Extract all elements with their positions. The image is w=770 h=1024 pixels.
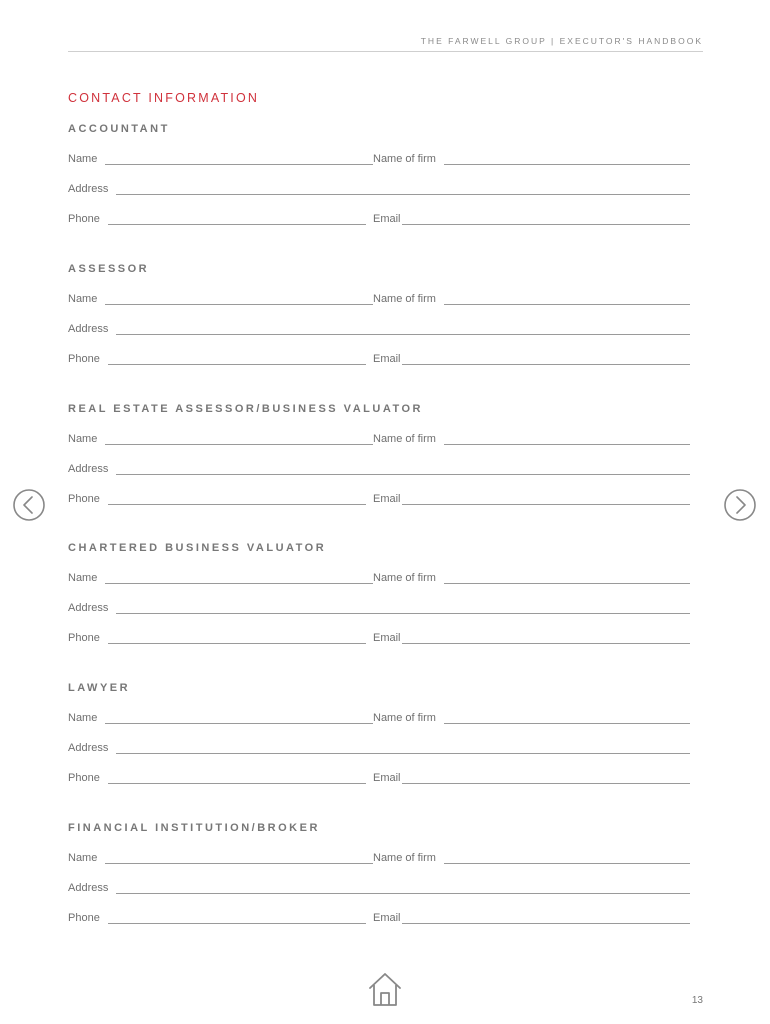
email-field[interactable] [402,923,690,924]
name-field[interactable] [105,583,373,584]
header-divider [68,51,703,52]
firm-label: Name of firm [373,712,436,725]
firm-name-field[interactable] [444,444,690,445]
address-label: Address [68,742,109,755]
form-row [68,881,690,897]
section-heading: REAL ESTATE ASSESSOR/BUSINESS VALUATOR [68,402,423,415]
firm-label: Name of firm [373,153,436,165]
firm-name-field[interactable] [444,583,690,584]
form-row [68,462,690,478]
firm-label: Name of firm [373,852,436,864]
home-icon [367,971,403,1007]
form-row [68,212,690,228]
phone-label: Phone [68,213,100,225]
address-field[interactable] [116,194,690,195]
firm-name-field[interactable] [444,164,690,165]
section-heading: ASSESSOR [68,262,150,275]
name-label: Name [68,432,98,445]
section-heading: LAWYER [68,682,131,695]
home-button[interactable] [367,971,403,1007]
address-field[interactable] [116,613,690,614]
name-label: Name [68,292,98,305]
section-heading: CHARTERED BUSINESS VALUATOR [68,542,327,555]
address-label: Address [68,602,109,615]
name-label: Name [68,572,98,585]
form-row [68,492,690,508]
form-row [68,571,690,587]
email-field[interactable] [402,643,690,644]
email-label: Email [373,632,401,645]
name-label: Name [68,852,98,864]
email-label: Email [373,912,401,924]
email-field[interactable] [402,364,690,365]
phone-label: Phone [68,352,100,365]
address-label: Address [68,322,109,335]
phone-field[interactable] [108,923,366,924]
phone-field[interactable] [108,224,366,225]
form-row [68,352,690,368]
previous-page-button[interactable] [13,489,45,521]
page-title: CONTACT INFORMATION [68,91,260,105]
form-row [68,292,690,308]
address-label: Address [68,462,109,475]
page-number: 13 [691,995,703,1006]
firm-label: Name of firm [373,292,436,305]
name-label: Name [68,712,98,725]
section-heading: FINANCIAL INSTITUTION/BROKER [68,822,320,834]
name-field[interactable] [105,164,373,165]
email-field[interactable] [402,783,690,784]
email-label: Email [373,352,401,365]
firm-name-field[interactable] [444,863,690,864]
phone-label: Phone [68,772,100,785]
phone-label: Phone [68,912,100,924]
phone-label: Phone [68,492,100,505]
name-label: Name [68,153,98,165]
next-page-button[interactable] [724,489,756,521]
name-field[interactable] [105,723,373,724]
form-row [68,771,690,787]
form-row [68,152,690,168]
phone-field[interactable] [108,364,366,365]
name-field[interactable] [105,304,373,305]
form-row [68,432,690,448]
address-label: Address [68,183,109,195]
address-field[interactable] [116,893,690,894]
address-field[interactable] [116,474,690,475]
phone-field[interactable] [108,783,366,784]
form-row [68,711,690,727]
form-row [68,182,690,198]
chevron-right-icon [724,489,756,521]
firm-name-field[interactable] [444,304,690,305]
email-label: Email [373,772,401,785]
email-field[interactable] [402,504,690,505]
phone-field[interactable] [108,504,366,505]
email-label: Email [373,213,401,225]
form-row [68,322,690,338]
section-heading: ACCOUNTANT [68,123,170,135]
name-field[interactable] [105,444,373,445]
firm-label: Name of firm [373,432,436,445]
running-header: THE FARWELL GROUP | EXECUTOR'S HANDBOOK [420,36,703,46]
email-field[interactable] [402,224,690,225]
form-row [68,741,690,757]
form-row [68,601,690,617]
address-label: Address [68,882,109,894]
form-row [68,851,690,867]
phone-label: Phone [68,632,100,645]
form-row [68,631,690,647]
firm-label: Name of firm [373,572,436,585]
chevron-left-icon [13,489,45,521]
phone-field[interactable] [108,643,366,644]
firm-name-field[interactable] [444,723,690,724]
address-field[interactable] [116,334,690,335]
name-field[interactable] [105,863,373,864]
form-row [68,911,690,927]
address-field[interactable] [116,753,690,754]
email-label: Email [373,492,401,505]
